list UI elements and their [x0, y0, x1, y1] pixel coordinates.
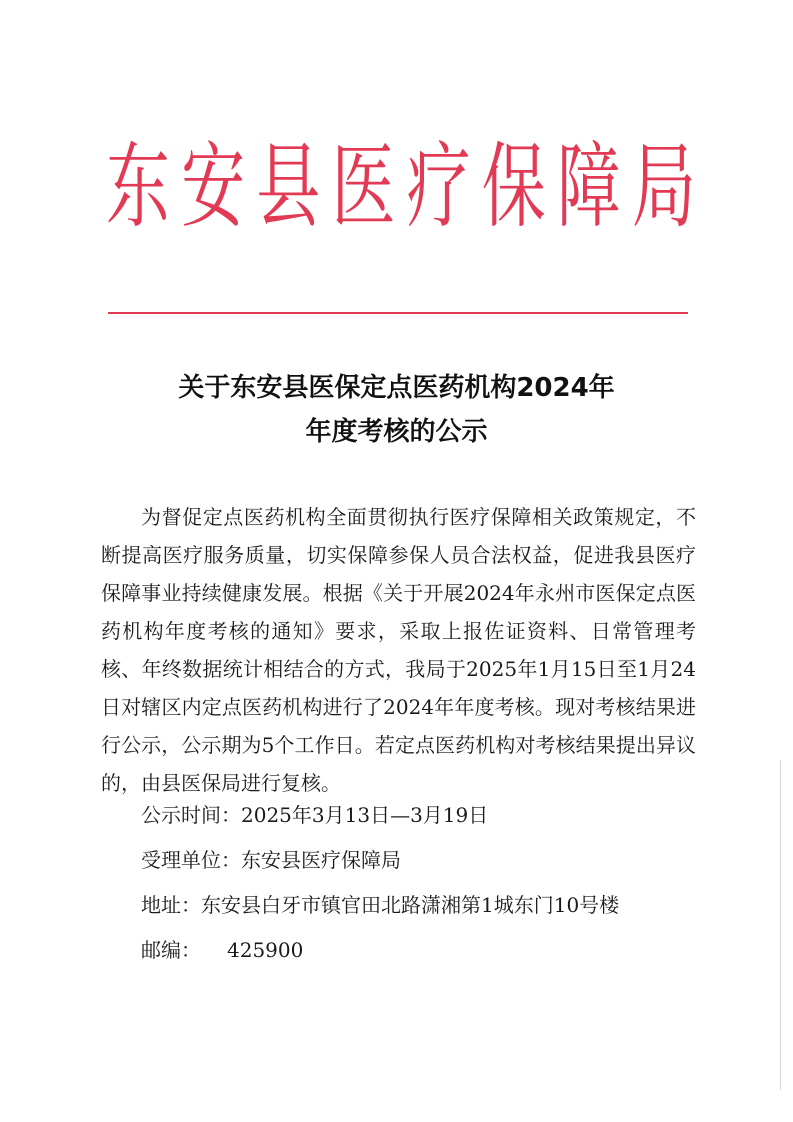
publicity-period-label: 公示时间：	[141, 803, 241, 827]
info-block	[141, 796, 701, 976]
address-row	[141, 886, 701, 931]
red-divider-rule	[108, 312, 688, 314]
scan-edge-line	[780, 760, 781, 1090]
letterhead	[106, 128, 696, 248]
letterhead-char: 障	[556, 134, 621, 242]
body-paragraph: 为督促定点医药机构全面贯彻执行医疗保障相关政策规定，不断提高医疗服务质量，切实保障参保人员合法权益，促进我县医疗保障事业持续健康发展。根据《关于开展2024年永州市医保定点医药机构年度考核的通知》要求，采取上报佐证资料、日常管理考核、年终数据统计相结合的方式，我局于2025年1月15日至1月24日对辖区内定点医药机构进行了2024年年度考核。现对考核结果进行公示，公示期为5个工作日。若定点医药机构对考核结果提出异议的，由县医保局进行复核。	[101, 505, 696, 795]
letterhead-char: 保	[481, 134, 546, 242]
postal-code-label: 邮编：	[141, 938, 201, 962]
letterhead-char: 东	[106, 134, 170, 242]
accepting-unit-value: 东安县医疗保障局	[241, 848, 401, 872]
accepting-unit-row	[141, 841, 701, 886]
postal-code-row	[141, 931, 701, 976]
title-line-1: 关于东安县医保定点医药机构2024年	[178, 373, 615, 403]
postal-code-value: 425900	[227, 938, 304, 962]
body-text	[101, 498, 696, 802]
publicity-period-row	[141, 796, 701, 841]
document-title	[90, 366, 703, 454]
letterhead-char: 局	[631, 134, 696, 242]
accepting-unit-label: 受理单位：	[141, 848, 241, 872]
publicity-period-value: 2025年3月13日—3月19日	[241, 803, 489, 827]
letterhead-char: 县	[256, 134, 321, 242]
address-value: 东安县白牙市镇官田北路潇湘第1城东门10号楼	[201, 893, 620, 917]
letterhead-char: 医	[331, 134, 396, 242]
address-label: 地址：	[141, 893, 201, 917]
letterhead-char: 安	[181, 134, 246, 242]
title-line-2: 年度考核的公示	[305, 417, 488, 447]
letterhead-char: 疗	[406, 134, 471, 242]
